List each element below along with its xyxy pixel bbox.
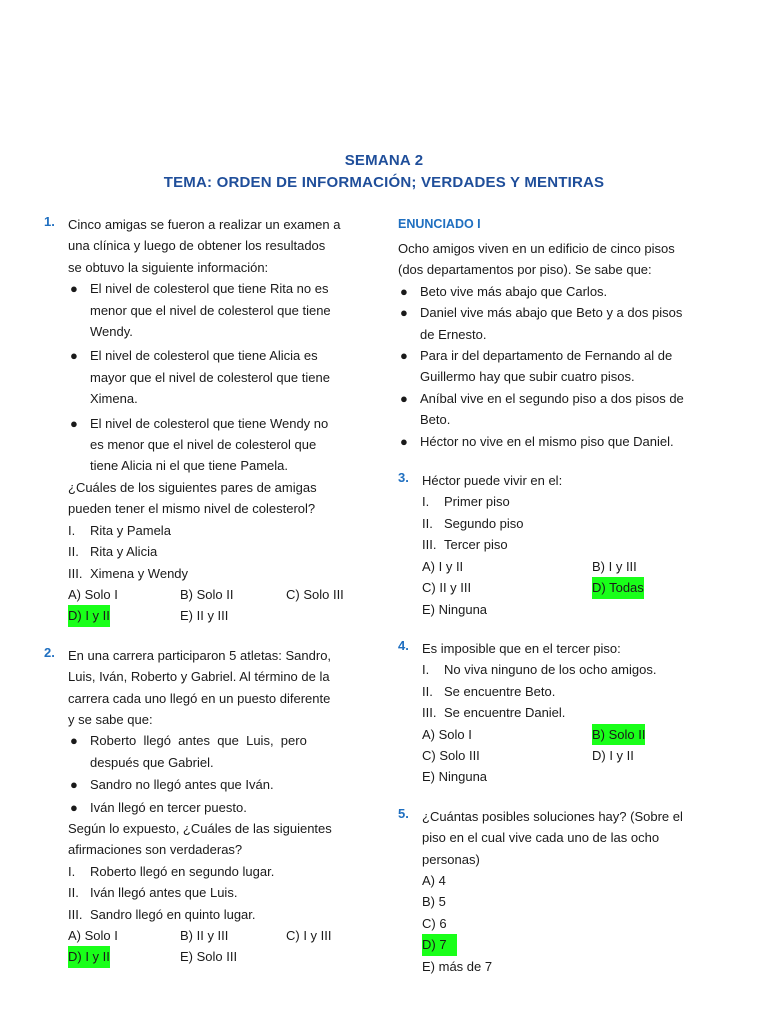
condition-line: Beto. bbox=[420, 412, 451, 428]
bullet-icon: ● bbox=[400, 390, 408, 406]
bullet-icon: ● bbox=[70, 733, 78, 749]
question-5 bbox=[398, 806, 716, 977]
option-a: A) I y II bbox=[422, 558, 464, 574]
option-a: A) Solo I bbox=[68, 928, 118, 943]
option-c: C) I y III bbox=[286, 928, 332, 943]
statement: I. Roberto llegó en segundo lugar. bbox=[68, 863, 275, 879]
condition-line: Daniel vive más abajo que Beto y a dos pisos bbox=[420, 305, 683, 321]
bullet-icon: ● bbox=[400, 348, 408, 364]
statement: III. Tercer piso bbox=[422, 537, 508, 553]
question-number: 4. bbox=[398, 637, 409, 653]
enunciado-heading: ENUNCIADO I bbox=[398, 217, 481, 231]
option-d-correct: D) Todas bbox=[592, 577, 644, 598]
intro-line: Ocho amigos viven en un edificio de cinco pisos bbox=[398, 241, 675, 256]
condition-line: Aníbal vive en el segundo piso a dos pisos de bbox=[420, 390, 684, 406]
option-a: A) 4 bbox=[422, 872, 446, 888]
option-b: B) II y III bbox=[180, 928, 229, 943]
topic-title: TEMA: ORDEN DE INFORMACIÓN; VERDADES Y MENTIRAS bbox=[163, 174, 605, 191]
condition-item bbox=[398, 302, 716, 345]
question-text: piso en el cual vive cada uno de las ocho bbox=[422, 830, 660, 846]
condition-item bbox=[398, 431, 716, 452]
condition-line: es menor que el nivel de colesterol que bbox=[90, 437, 317, 453]
condition-line: El nivel de colesterol que tiene Rita no es bbox=[90, 281, 329, 297]
intro-line: Luis, Iván, Roberto y Gabriel. Al término de la bbox=[68, 669, 330, 685]
option-d-correct: D) I y II bbox=[68, 946, 110, 967]
condition-line: de Ernesto. bbox=[420, 326, 487, 342]
option-b: B) I y III bbox=[592, 558, 637, 574]
condition-item bbox=[398, 281, 716, 302]
right-column bbox=[398, 214, 716, 977]
intro-line: Cinco amigas se fueron a realizar un examen a bbox=[68, 217, 341, 232]
bullet-icon: ● bbox=[70, 348, 78, 364]
option-e: E) más de 7 bbox=[422, 958, 493, 974]
question-number: 5. bbox=[398, 805, 409, 821]
condition-list bbox=[68, 278, 358, 477]
option-b-correct: B) Solo II bbox=[592, 724, 645, 745]
question-number: 1. bbox=[44, 214, 55, 229]
bullet-icon: ● bbox=[70, 799, 78, 815]
answer-options bbox=[422, 724, 716, 788]
intro-line: carrera cada uno llegó en un puesto diferente bbox=[68, 690, 331, 706]
statement: III. Se encuentre Daniel. bbox=[422, 705, 566, 721]
bullet-icon: ● bbox=[70, 777, 78, 793]
question-text: personas) bbox=[422, 851, 480, 867]
condition-item bbox=[68, 730, 358, 773]
question-number: 2. bbox=[44, 644, 55, 660]
answer-options bbox=[68, 925, 358, 968]
option-a: A) Solo I bbox=[68, 586, 118, 602]
option-b: B) Solo II bbox=[180, 586, 234, 602]
condition-line: Roberto llegó antes que Luis, pero bbox=[90, 733, 307, 749]
statement: II. Se encuentre Beto. bbox=[422, 683, 556, 699]
condition-line: después que Gabriel. bbox=[90, 754, 214, 770]
bullet-icon: ● bbox=[400, 433, 408, 449]
condition-line: tiene Alicia ni el que tiene Pamela. bbox=[90, 458, 289, 474]
statement: II. Rita y Alicia bbox=[68, 544, 158, 560]
condition-item bbox=[68, 345, 358, 409]
answer-options bbox=[422, 556, 716, 620]
intro-line: (dos departamentos por piso). Se sabe que: bbox=[398, 262, 652, 278]
option-c: C) II y III bbox=[422, 580, 472, 596]
option-d: D) I y II bbox=[592, 747, 634, 763]
question-text: Según lo expuesto, ¿Cuáles de las siguientes bbox=[68, 820, 332, 836]
option-e: E) Ninguna bbox=[422, 601, 488, 617]
condition-item bbox=[68, 797, 358, 818]
option-d-correct: D) 7 bbox=[422, 934, 457, 955]
condition-line: Ximena. bbox=[90, 391, 138, 407]
option-a: A) Solo I bbox=[422, 726, 472, 742]
condition-item bbox=[68, 774, 358, 795]
question-text: Héctor puede vivir en el: bbox=[422, 473, 563, 489]
condition-line: Para ir del departamento de Fernando al de bbox=[420, 348, 673, 364]
option-e: E) Ninguna bbox=[422, 769, 488, 785]
answer-options bbox=[68, 584, 358, 627]
bullet-icon: ● bbox=[400, 305, 408, 321]
question-2 bbox=[44, 645, 358, 968]
bullet-icon: ● bbox=[400, 283, 408, 299]
condition-list bbox=[398, 281, 716, 452]
option-e: E) II y III bbox=[180, 608, 229, 624]
option-d-correct: D) I y II bbox=[68, 605, 110, 626]
condition-list bbox=[68, 730, 358, 818]
option-c: C) Solo III bbox=[422, 747, 480, 763]
condition-line: Iván llegó en tercer puesto. bbox=[90, 799, 247, 815]
condition-line: Héctor no vive en el mismo piso que Daniel. bbox=[420, 433, 674, 449]
bullet-icon: ● bbox=[70, 281, 78, 297]
question-text: ¿Cuántas posibles soluciones hay? (Sobre el bbox=[422, 808, 683, 824]
condition-item bbox=[68, 278, 358, 342]
condition-line: Guillermo hay que subir cuatro pisos. bbox=[420, 369, 635, 385]
statement: I. Rita y Pamela bbox=[68, 522, 171, 538]
question-text: afirmaciones son verdaderas? bbox=[68, 842, 243, 858]
statement: II. Segundo piso bbox=[422, 515, 524, 531]
enunciado-block bbox=[398, 214, 716, 452]
statement: III. Sandro llegó en quinto lugar. bbox=[68, 906, 256, 922]
statement: III. Ximena y Wendy bbox=[68, 565, 189, 581]
left-column bbox=[44, 214, 358, 968]
condition-item bbox=[398, 388, 716, 431]
bullet-icon: ● bbox=[70, 415, 78, 431]
condition-line: El nivel de colesterol que tiene Alicia es bbox=[90, 348, 318, 364]
option-c: C) 6 bbox=[422, 915, 447, 931]
question-text: ¿Cuáles de los siguientes pares de amigas bbox=[68, 479, 317, 495]
condition-line: Sandro no llegó antes que Iván. bbox=[90, 777, 274, 793]
statement: I. Primer piso bbox=[422, 494, 510, 510]
question-4 bbox=[398, 638, 716, 788]
intro-line: una clínica y luego de obtener los resultados bbox=[68, 238, 326, 254]
intro-line: y se sabe que: bbox=[68, 711, 153, 727]
condition-line: Beto vive más abajo que Carlos. bbox=[420, 283, 608, 299]
statement: II. Iván llegó antes que Luis. bbox=[68, 885, 238, 901]
week-title: SEMANA 2 bbox=[344, 152, 424, 169]
condition-item bbox=[68, 413, 358, 477]
condition-line: mayor que el nivel de colesterol que tiene bbox=[90, 369, 330, 385]
condition-line: El nivel de colesterol que tiene Wendy no bbox=[90, 415, 329, 431]
question-text: Es imposible que en el tercer piso: bbox=[422, 640, 621, 656]
question-1 bbox=[44, 214, 358, 627]
condition-line: menor que el nivel de colesterol que tiene bbox=[90, 302, 331, 318]
option-e: E) Solo III bbox=[180, 949, 238, 965]
option-c: C) Solo III bbox=[286, 586, 344, 602]
question-number: 3. bbox=[398, 470, 409, 486]
intro-line: En una carrera participaron 5 atletas: Sandro, bbox=[68, 647, 332, 663]
statement: I. No viva ninguno de los ocho amigos. bbox=[422, 662, 657, 678]
option-b: B) 5 bbox=[422, 894, 446, 910]
question-text: pueden tener el mismo nivel de colesterol? bbox=[68, 501, 316, 517]
condition-line: Wendy. bbox=[90, 324, 133, 340]
condition-item bbox=[398, 345, 716, 388]
intro-line: se obtuvo la siguiente información: bbox=[68, 259, 269, 275]
answer-options bbox=[422, 870, 716, 977]
question-3 bbox=[398, 470, 716, 620]
